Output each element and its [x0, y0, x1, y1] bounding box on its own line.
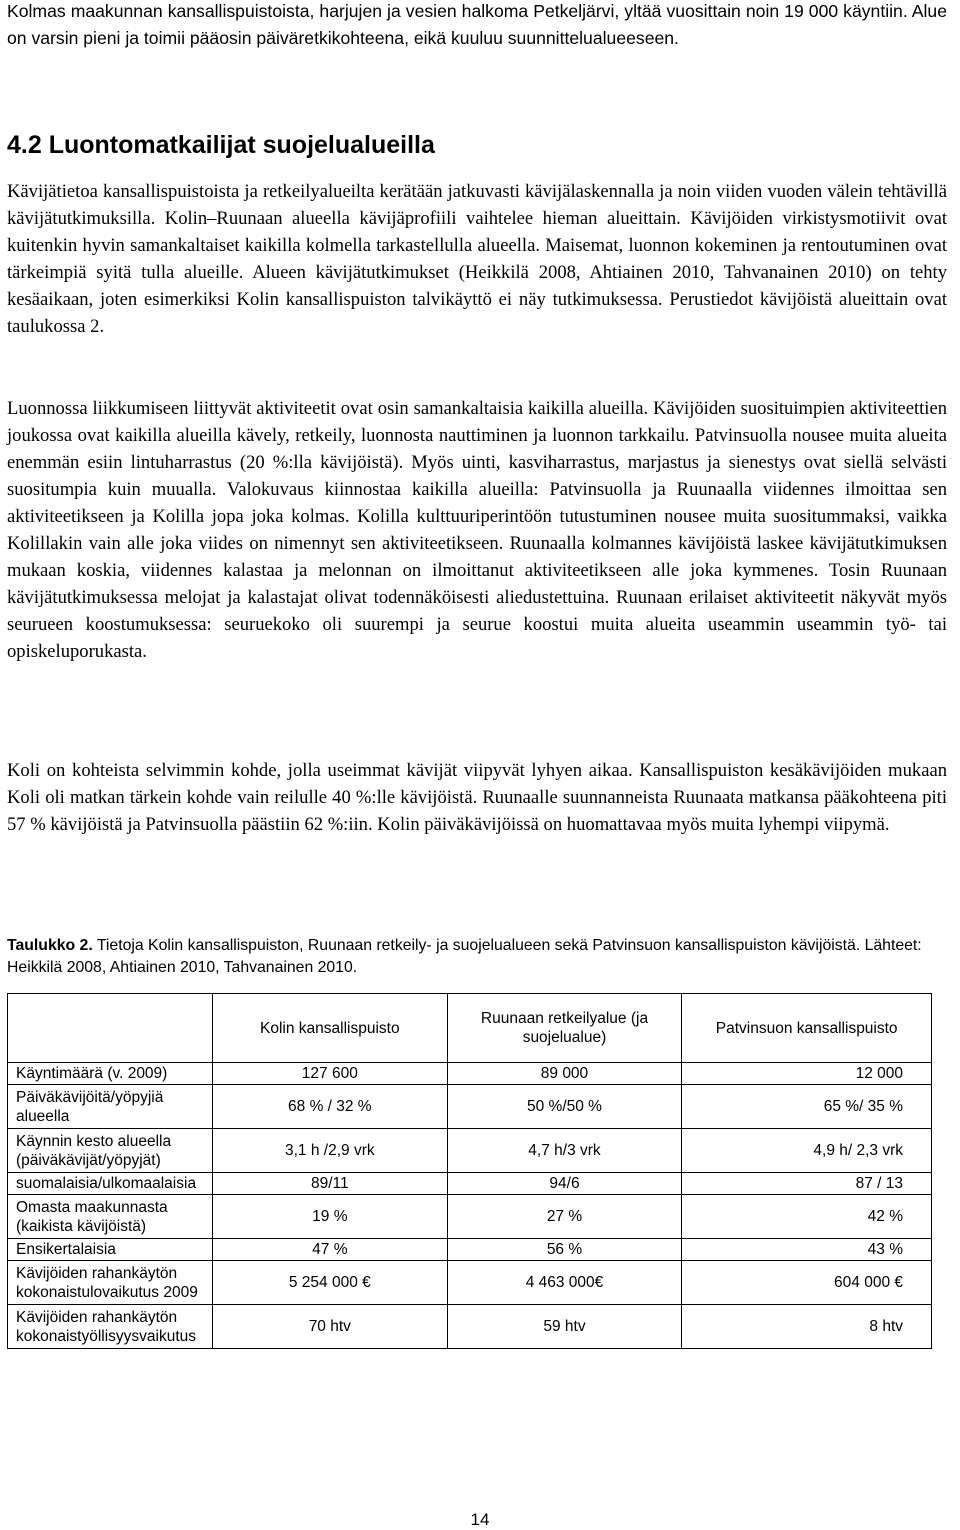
table-cell: 59 htv	[447, 1305, 682, 1349]
table-cell: 127 600	[212, 1063, 447, 1085]
visitor-data-table	[7, 993, 932, 1349]
table-cell: 42 %	[682, 1195, 932, 1239]
table-row-label: Päiväkävijöitä/yöpyjiä alueella	[8, 1085, 213, 1129]
table-row-label: suomalaisia/ulkomaalaisia	[8, 1173, 213, 1195]
table-cell: 89/11	[212, 1173, 447, 1195]
table-cell: 68 % / 32 %	[212, 1085, 447, 1129]
section-heading	[7, 130, 947, 160]
table-cell: 3,1 h /2,9 vrk	[212, 1129, 447, 1173]
table-cell: 50 %/50 %	[447, 1085, 682, 1129]
table-cell: 8 htv	[682, 1305, 932, 1349]
table-cell: 4 463 000€	[447, 1261, 682, 1305]
body-paragraph-1: Kävijätietoa kansallispuistoista ja retkeilyalueilta kerätään jatkuvasti kävijälaskennalla ja noin viiden vuoden välein tehtävillä kävijätutkimuksilla. Kolin–Ruunaan alueella kävijäprofiili vaihtelee hieman alueittain. Kävijöiden virkistysmotiivit ovat kuitenkin hyvin samankaltaiset kaikilla kolmella tarkastellulla alueella. Maisemat, luonnon kokeminen ja rentoutuminen ovat tärkeimpiä syitä tulla alueille. Alueen kävijätutkimukset (Heikkilä 2008, Ahtiainen 2010, Tahvanainen 2010) on tehty kesäaikaan, joten esimerkiksi Kolin kansallispuiston talvikäyttö ei näy tutkimuksessa. Perustiedot kävijöistä alueittain ovat taulukossa 2.	[7, 181, 947, 337]
table-header-cell: Kolin kansallispuisto	[212, 994, 447, 1063]
table-caption	[7, 935, 947, 979]
table-cell: 19 %	[212, 1195, 447, 1239]
table-caption-text: Tietoja Kolin kansallispuiston, Ruunaan retkeily- ja suojelualueen sekä Patvinsuon kansallispuiston kävijöistä. Lähteet: Heikkilä 2008, Ahtiainen 2010, Tahvanainen 2010.	[7, 937, 922, 976]
table-cell: 27 %	[447, 1195, 682, 1239]
table-row-label: Käynnin kesto alueella (päiväkävijät/yöpyjät)	[8, 1129, 213, 1173]
table-cell: 89 000	[447, 1063, 682, 1085]
page-number: 14	[470, 1510, 490, 1529]
table-row	[8, 1305, 932, 1349]
table-cell: 4,9 h/ 2,3 vrk	[682, 1129, 932, 1173]
table-row-label: Ensikertalaisia	[8, 1239, 213, 1261]
table-header-cell: Patvinsuon kansallispuisto	[682, 994, 932, 1063]
table-row	[8, 1063, 932, 1085]
body-paragraph-2: Luonnossa liikkumiseen liittyvät aktiviteetit ovat osin samankaltaisia kaikilla alueilla. Kävijöiden suosituimpien aktiviteettien joukossa ovat kaikilla alueilla kävely, retkeily, luonnosta nauttiminen ja luonnon tarkkailu. Patvinsuolla nousee muita alueita enemmän esiin lintuharrastus (20 %:lla kävijöistä). Myös uinti, kasviharrastus, marjastus ja sienestys ovat siellä selvästi suositumpia kuin muualla. Valokuvaus kiinnostaa kaikilla alueilla: Patvinsuolla ja Ruunaalla viidennes ilmoittaa sen aktiviteetikseen ja Kolilla jopa joka kolmas. Kolilla kulttuuriperintöön tutustuminen nousee muita suositummaksi, vaikka Kolillakin vain alle joka viides on nimennyt sen aktiviteetikseen. Ruunaalla kolmannes kävijöistä laskee kävijätutkimuksen mukaan koskia, viidennes kalastaa ja melonnan on ilmoittanut aktiviteetikseen alle joka kymmenes. Tosin Ruunaan kävijätutkimuksessa melojat ja kalastajat olivat todennäköisesti aliedustettuina. Ruunaan erilaiset aktiviteetit näkyvät myös seurueen koostumuksessa: seuruekoko oli suurempi ja seurue koostui muita alueita useammin useammin työ- tai opiskeluporukasta.	[7, 398, 947, 662]
table-row-label: Kävijöiden rahankäytön kokonaistyöllisyysvaikutus	[8, 1305, 213, 1349]
table-row	[8, 1085, 932, 1129]
table-caption-label: Taulukko 2.	[7, 937, 93, 954]
table-row	[8, 1261, 932, 1305]
table-header-cell: Ruunaan retkeilyalue (ja suojelualue)	[447, 994, 682, 1063]
intro-paragraph: Kolmas maakunnan kansallispuistoista, harjujen ja vesien halkoma Petkeljärvi, yltää vuosittain noin 19 000 käyntiin. Alue on varsin pieni ja toimii pääosin päiväretkikohteena, eikä kuuluu suunnittelualueeseen.	[7, 1, 947, 48]
table-cell: 70 htv	[212, 1305, 447, 1349]
table-row	[8, 1239, 932, 1261]
section-title: Luontomatkailijat suojelualueilla	[48, 131, 435, 159]
table-cell: 43 %	[682, 1239, 932, 1261]
table-cell: 4,7 h/3 vrk	[447, 1129, 682, 1173]
table-cell: 5 254 000 €	[212, 1261, 447, 1305]
table-row	[8, 1195, 932, 1239]
table-cell: 604 000 €	[682, 1261, 932, 1305]
table-row	[8, 1173, 932, 1195]
table-header-cell	[8, 994, 213, 1063]
section-number: 4.2	[7, 131, 42, 159]
table-cell: 12 000	[682, 1063, 932, 1085]
table-cell: 87 / 13	[682, 1173, 932, 1195]
table-cell: 47 %	[212, 1239, 447, 1261]
table-cell: 94/6	[447, 1173, 682, 1195]
table-cell: 65 %/ 35 %	[682, 1085, 932, 1129]
table-cell: 56 %	[447, 1239, 682, 1261]
table-header-row	[8, 994, 932, 1063]
table-row-label: Käyntimäärä (v. 2009)	[8, 1063, 213, 1085]
body-paragraph-3: Koli on kohteista selvimmin kohde, jolla useimmat kävijät viipyvät lyhyen aikaa. Kansallispuiston kesäkävijöiden mukaan Koli oli matkan tärkein kohde vain reilulle 40 %:lle kävijöistä. Ruunaalle suunnanneista Ruunaata matkansa pääkohteena piti 57 % kävijöistä ja Patvinsuolla päästiin 62 %:iin. Kolin päiväkävijöissä on huomattavaa myös muita lyhempi viipymä.	[7, 760, 947, 835]
table-row-label: Omasta maakunnasta (kaikista kävijöistä)	[8, 1195, 213, 1239]
table-row	[8, 1129, 932, 1173]
table-row-label: Kävijöiden rahankäytön kokonaistulovaikutus 2009	[8, 1261, 213, 1305]
